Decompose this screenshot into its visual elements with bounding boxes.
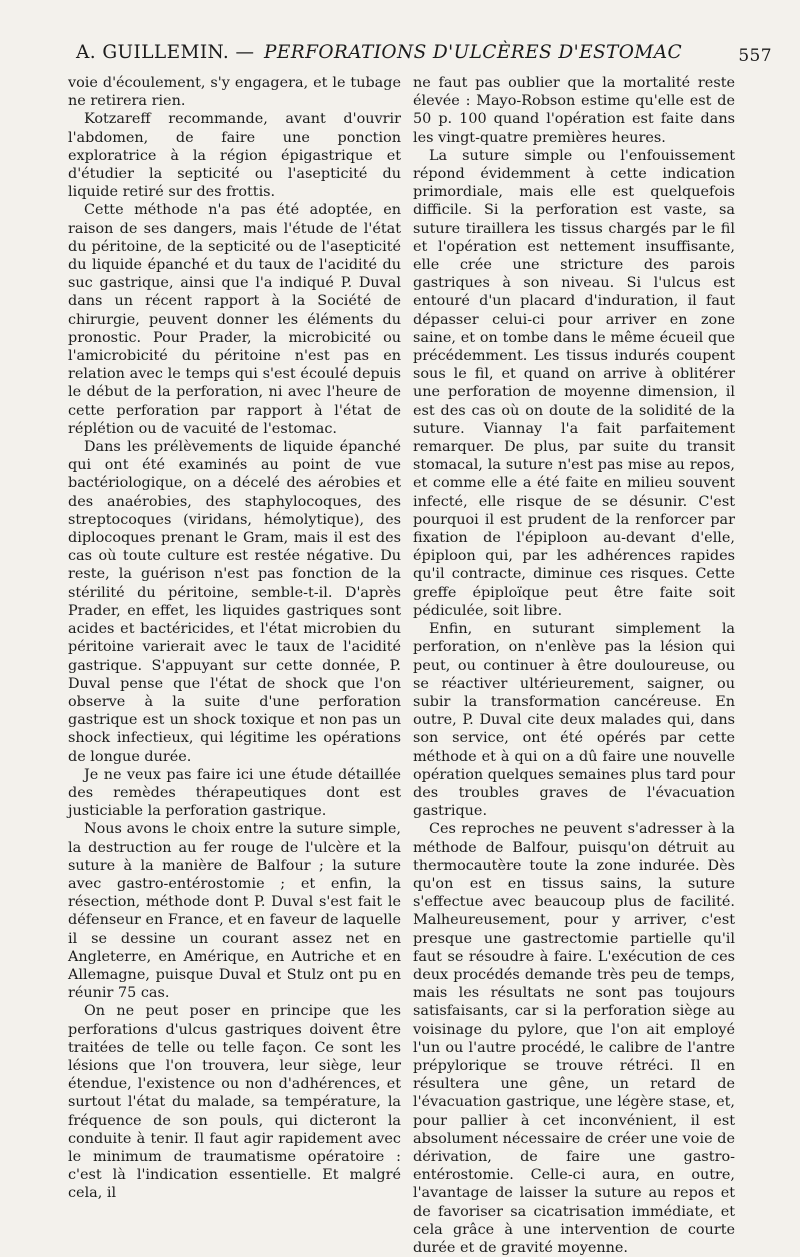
paragraph: Ces reproches ne peuvent s'adresser à la méthode de Balfour, puisqu'on détruit au thermocautère toute la zone indurée. Dès qu'on est en tissus sains, la suture s'effectue avec beaucoup plus de facilité. Malheureusement, pour y arriver, c'est presque une gastrectomie partielle qu'il faut se résoudre à faire. L'exécution de ces deux procédés demande très peu de temps, mais les résultats ne sont pas toujours satisfaisants, car si la perforation siège au voisinage du pylore, que l'on ait employé l'un ou l'autre procédé, le calibre de l'antre prépylorique se trouve rétréci. Il en résultera une gêne, un retard de l'évacuation gastrique, une légère stase, et, pour pallier à cet inconvénient, il est absolument nécessaire de créer une voie de dérivation, de faire une gastro-entérostomie. Celle-ci aura, en outre, l'avantage de laisser la suture au repos et de favoriser sa cicatrisation immédiate, et cela grâce à une intervention de courte durée et de gravité moyenne.	[413, 821, 735, 1256]
paragraph: Je ne veux pas faire ici une étude détaillée des remèdes thérapeutiques dont est justiciable la perforation gastrique.	[68, 766, 401, 820]
paragraph: voie d'écoulement, s'y engagera, et le tubage ne retirera rien.	[68, 75, 401, 110]
running-header	[68, 38, 776, 70]
paragraph: Enfin, en suturant simplement la perforation, on n'enlève pas la lésion qui peut, ou continuer à être douloureuse, ou se réactiver ultérieurement, saigner, ou subir la transformation cancéreuse. En outre, P. Duval cite deux malades qui, dans son service, ont été opérés par cette méthode et à qui on a dû faire une nouvelle opération quelques semaines plus tard pour des troubles graves de l'évacuation gastrique.	[413, 621, 735, 820]
paragraph: La suture simple ou l'enfouissement répond évidemment à cette indication primordiale, mais elle est quelquefois difficile. Si la perforation est vaste, sa suture tiraillera les tissus chargés par le fil et l'opération est nettement insuffisante, elle crée une stricture des parois gastriques à son niveau. Si l'ulcus est entouré d'un placard d'induration, il faut dépasser celui-ci pour arriver en zone saine, et on tombe dans le même écueil que précédemment. Les tissus indurés coupent sous le fil, et quand on arrive à oblitérer une perforation de moyenne dimension, il est des cas où on doute de la solidité de la suture. Viannay l'a fait parfaitement remarquer. De plus, par suite du transit stomacal, la suture n'est pas mise au repos, et comme elle a été faite en milieu souvent infecté, elle risque de se désunir. C'est pourquoi il est prudent de la renforcer par fixation de l'épiploon au-devant d'elle, épiploon qui, par les adhérences rapides qu'il contracte, diminue ces risques. Cette greffe épiploïque peut être faite soit pédiculée, soit libre.	[413, 147, 735, 619]
paragraph: Dans les prélèvements de liquide épanché qui ont été examinés au point de vue bactériologique, on a décelé des aérobies et des anaérobies, des staphylocoques, des streptocoques (viridans, hémolytique), des diplocoques prenant le Gram, mais il est des cas où toute culture est restée négative. Du reste, la guérison n'est pas fonction de la stérilité du péritoine, semble-t-il. D'après Prader, en effet, les liquides gastriques sont acides et bactéricides, et l'état microbien du péritoine varierait avec le taux de l'acidité gastrique. S'appuyant sur cette donnée, P. Duval pense que l'état de shock que l'on observe à la suite d'une perforation gastrique est un shock toxique et non pas un shock infectieux, qui légitime les opérations de longue durée.	[68, 439, 401, 765]
paragraph: Cette méthode n'a pas été adoptée, en raison de ses dangers, mais l'étude de l'état du péritoine, de la septicité ou de l'asepticité du liquide épanché et du taux de l'acidité du suc gastrique, ainsi que l'a indiqué P. Duval dans un récent rapport à la Société de chirurgie, peuvent donner les éléments du pronostic. Pour Prader, la microbicité ou l'amicrobicité du péritoine n'est pas en relation avec le temps qui s'est écoulé depuis le début de la perforation, ni avec l'heure de cette perforation par rapport à l'état de réplétion ou de vacuité de l'estomac.	[68, 202, 401, 437]
header-title: PERFORATIONS D'ULCÈRES D'ESTOMAC	[264, 42, 683, 63]
paragraph: On ne peut poser en principe que les perforations d'ulcus gastriques doivent être traitées de telle ou telle façon. Ce sont les lésions que l'on trouvera, leur siège, leur étendue, l'existence ou non d'adhérences, et surtout l'état du malade, sa température, la fréquence de son pouls, qui dicteront la conduite à tenir. Il faut agir rapidement avec le minimum de traumatisme opératoire : c'est là l'indication essentielle. Et malgré cela, il	[68, 1003, 401, 1202]
left-column	[68, 74, 401, 1203]
paragraph: Nous avons le choix entre la suture simple, la destruction au fer rouge de l'ulcère et la suture à la manière de Balfour ; la suture avec gastro-entérostomie ; et enfin, la résection, méthode dont P. Duval s'est fait le défenseur en France, et en faveur de laquelle il se dessine un courant assez net en Angleterre, en Amérique, en Autriche et en Allemagne, puisque Duval et Stulz ont pu en réunir 75 cas.	[68, 821, 401, 1002]
page-number: 557	[738, 46, 772, 66]
paragraph: ne faut pas oublier que la mortalité reste élevée : Mayo-Robson estime qu'elle est de 50 p. 100 quand l'opération est faite dans les vingt-quatre premières heures.	[413, 75, 735, 146]
header-author: A. GUILLEMIN. —	[76, 42, 255, 63]
paragraph: Kotzareff recommande, avant d'ouvrir l'abdomen, de faire une ponction exploratrice à la région épigastrique et d'étudier la septicité ou l'asepticité du liquide retiré sur des frottis.	[68, 111, 401, 201]
right-column	[413, 74, 735, 1257]
